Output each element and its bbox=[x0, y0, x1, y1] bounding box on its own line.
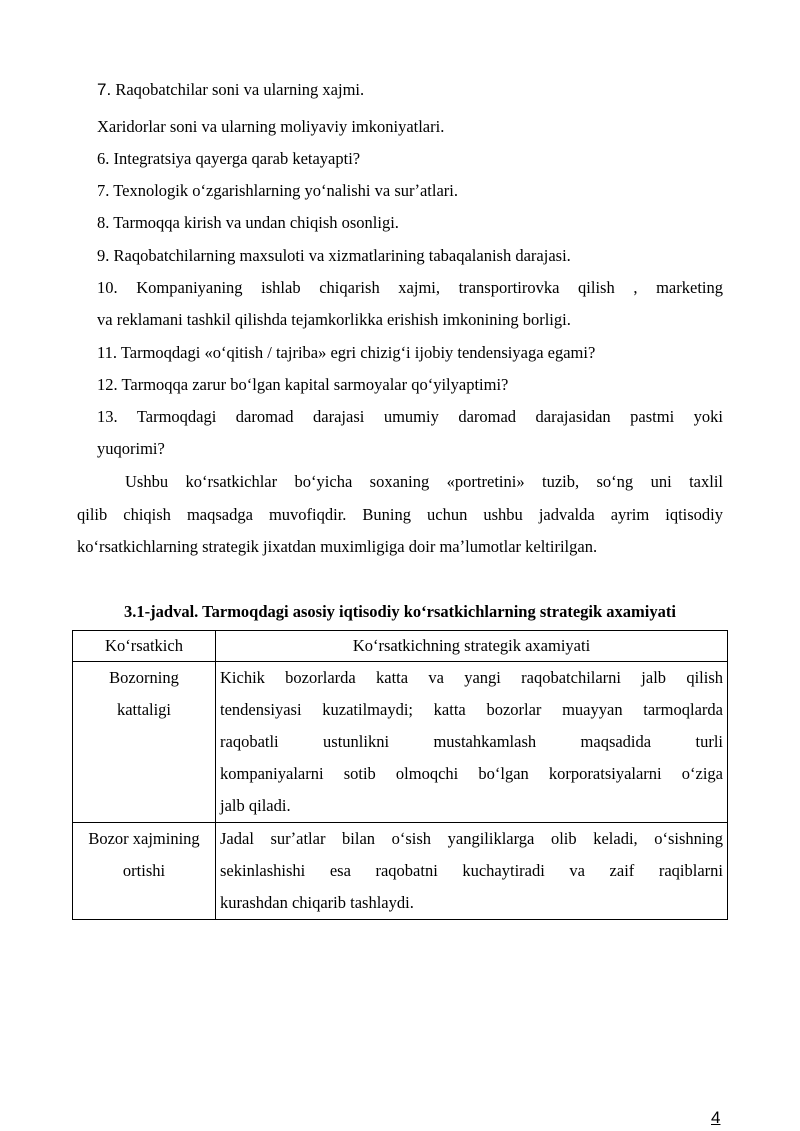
page-number: 4 bbox=[711, 1108, 721, 1127]
table-row bbox=[73, 662, 728, 823]
list-item-11: 11. Tarmoqdagi «oʻqitish / tajriba» egri chizigʻi ijobiy tendensiyaga egami? bbox=[97, 343, 596, 362]
paragraph-line-1: Ushbu koʻrsatkichlar boʻyicha soxaning «portretini» tuzib, soʻng uni taxlil bbox=[125, 472, 723, 491]
importance-line: sekinlashishi esa raqobatni kuchaytiradi va zaif raqiblarni bbox=[220, 861, 723, 880]
list-item-10-line1: 10. Kompaniyaning ishlab chiqarish xajmi, transportirovka qilish , marketing bbox=[97, 278, 723, 297]
list-item-7: 7. Texnologik oʻzgarishlarning yoʻnalishi va surʼatlari. bbox=[97, 181, 458, 200]
indicator-line: Bozorning bbox=[109, 668, 179, 687]
list-item-13-line1: 13. Tarmoqdagi daromad darajasi umumiy daromad darajasidan pastmi yoki bbox=[97, 407, 723, 426]
list-item-13-line2: yuqorimi? bbox=[97, 439, 165, 458]
importance-line: kompaniyalarni sotib olmoqchi boʻlgan korporatsiyalarni oʻziga bbox=[220, 764, 723, 783]
table-row bbox=[73, 823, 728, 920]
list-item-buyers: Xaridorlar soni va ularning moliyaviy imkoniyatlari. bbox=[97, 117, 445, 136]
importance-line: tendensiyasi kuzatilmaydi; katta bozorlar muayyan tarmoqlarda bbox=[220, 700, 723, 719]
header-indicator: Koʻrsatkich bbox=[73, 631, 216, 662]
importance-line: Jadal surʼatlar bilan oʻsish yangiliklarga olib keladi, oʻsishning bbox=[220, 829, 723, 848]
row-importance-market-size bbox=[216, 662, 728, 823]
header-importance: Koʻrsatkichning strategik axamiyati bbox=[216, 631, 728, 662]
importance-line: raqobatli ustunlikni mustahkamlash maqsadida turli bbox=[220, 732, 723, 751]
list-item-6: 6. Integratsiya qayerga qarab ketayapti? bbox=[97, 149, 361, 168]
list-item-7-competitors bbox=[97, 80, 364, 100]
importance-line: kurashdan chiqarib tashlaydi. bbox=[220, 893, 414, 912]
table-header-row bbox=[73, 631, 728, 662]
list-item-12: 12. Tarmoqqa zarur boʻlgan kapital sarmoyalar qoʻyilyaptimi? bbox=[97, 375, 509, 394]
list-item-text: Raqobatchilar soni va ularning xajmi. bbox=[115, 80, 365, 99]
row-indicator-market-size bbox=[73, 662, 216, 823]
list-item-8: 8. Tarmoqqa kirish va undan chiqish osonligi. bbox=[97, 213, 399, 232]
importance-line: Kichik bozorlarda katta va yangi raqobatchilarni jalb qilish bbox=[220, 668, 723, 687]
importance-line: jalb qiladi. bbox=[220, 796, 291, 815]
indicator-line: kattaligi bbox=[116, 700, 172, 719]
paragraph-line-3: koʻrsatkichlarning strategik jixatdan muximligiga doir maʼlumotlar keltirilgan. bbox=[77, 537, 598, 556]
row-indicator-market-growth bbox=[73, 823, 216, 920]
strategic-importance-table bbox=[72, 630, 728, 920]
table-caption: 3.1-jadval. Tarmoqdagi asosiy iqtisodiy koʻrsatkichlarning strategik axamiyati bbox=[124, 602, 676, 621]
list-item-10-line2: va reklamani tashkil qilishda tejamkorlikka erishish imkonining borligi. bbox=[97, 310, 571, 329]
list-item-number: 7. bbox=[97, 80, 112, 99]
indicator-line: Bozor xajmining bbox=[88, 829, 200, 848]
list-item-9: 9. Raqobatchilarning maxsuloti va xizmatlarining tabaqalanish darajasi. bbox=[97, 246, 571, 265]
indicator-line: ortishi bbox=[122, 861, 166, 880]
paragraph-line-2: qilib chiqish maqsadga muvofiqdir. Buning uchun ushbu jadvalda ayrim iqtisodiy bbox=[77, 505, 723, 524]
row-importance-market-growth bbox=[216, 823, 728, 920]
